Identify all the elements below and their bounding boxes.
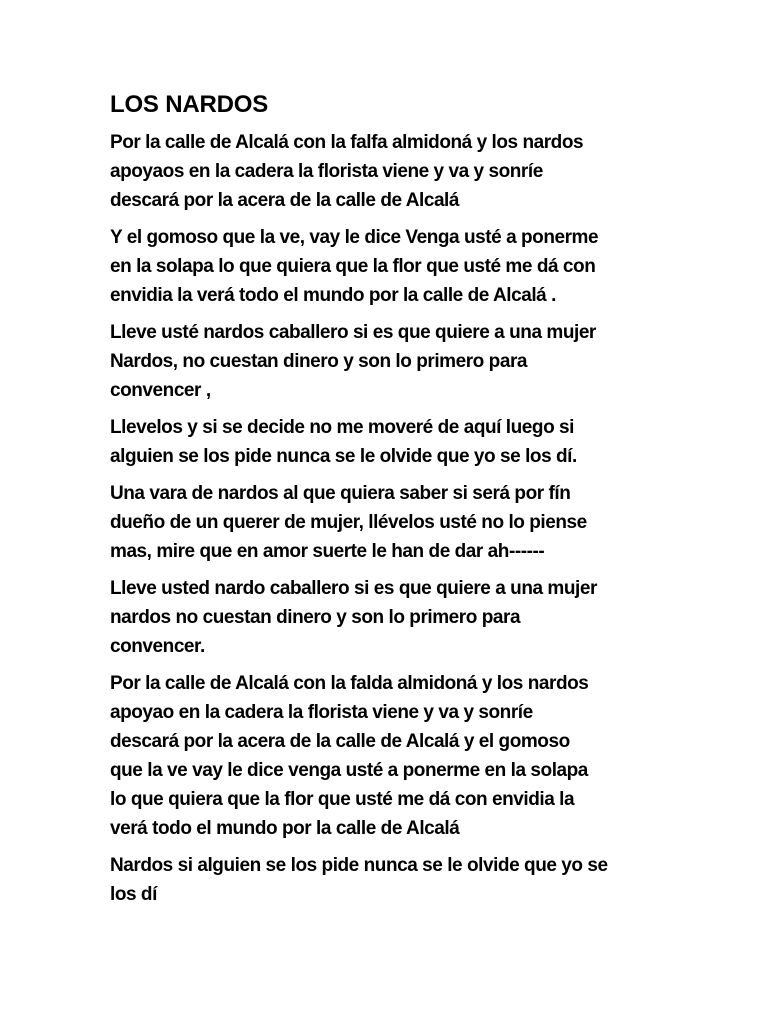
paragraph-1: Por la calle de Alcalá con la falfa almidoná y los nardos apoyaos en la cadera la florista viene y va y sonríe descará por la acera de la calle de Alcalá: [110, 132, 584, 211]
paragraph-4: Llevelos y si se decide no me moveré de aquí luego si alguien se los pide nunca se le olvide que yo se los dí.: [110, 417, 577, 467]
paragraph-8: Nardos si alguien se los pide nunca se le olvide que yo se los dí: [110, 855, 608, 905]
document-title: LOS NARDOS: [110, 91, 269, 118]
paragraph-2: Y el gomoso que la ve, vay le dice Venga usté a ponerme en la solapa lo que quiera que la flor que usté me dá con envidia la verá todo el mundo por la calle de Alcalá .: [110, 227, 599, 306]
paragraph-5: Una vara de nardos al que quiera saber si será por fín dueño de un querer de mujer, llévelos usté no lo piense mas, mire que en amor suerte le han de dar ah------: [110, 483, 587, 562]
paragraph-7: Por la calle de Alcalá con la falda almidoná y los nardos apoyao en la cadera la florista viene y va y sonríe descará por la acera de la calle de Alcalá y el gomoso que la ve vay le dice venga usté a ponerme en la solapa lo que quiera que la flor que usté me dá con envidia la verá todo el mundo por la calle de Alcalá: [110, 673, 589, 839]
document-page: [110, 88, 670, 917]
paragraph-6: Lleve usted nardo caballero si es que quiere a una mujer nardos no cuestan dinero y son lo primero para convencer.: [110, 578, 597, 657]
paragraph-3: Lleve usté nardos caballero si es que quiere a una mujer Nardos, no cuestan dinero y son lo primero para convencer ,: [110, 322, 596, 401]
